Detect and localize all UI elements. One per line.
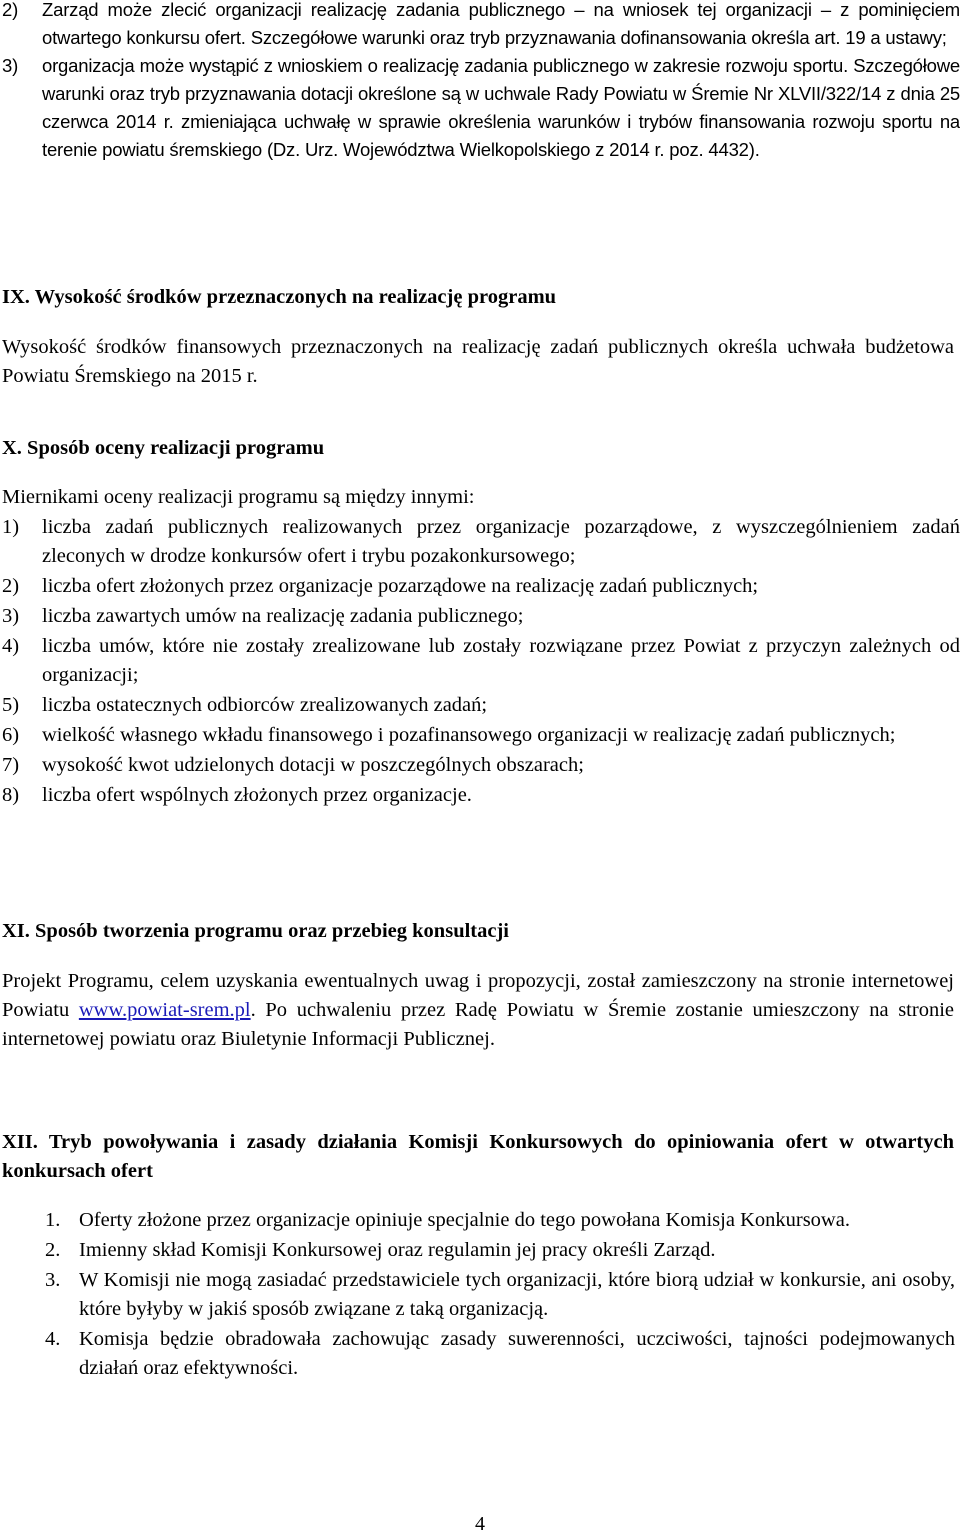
- list-number: 2.: [45, 1239, 61, 1261]
- section-body: [0, 967, 954, 1054]
- list-text: liczba zadań publicznych realizowanych przez organizacje pozarządowe, z wyszczególnieniem zadań zleconych w drodze konkursów ofert i trybu pozakonkursowego;: [42, 516, 960, 567]
- list-text: liczba ofert złożonych przez organizacje pozarządowe na realizację zadań publicznych;: [42, 575, 759, 597]
- list-item: [45, 1325, 955, 1383]
- list-text: Imienny skład Komisji Konkursowej oraz regulamin jej pracy określi Zarząd.: [79, 1239, 716, 1261]
- list-number: 7): [2, 754, 20, 776]
- list-number: 1): [2, 516, 20, 538]
- section-x: [0, 434, 960, 810]
- list-item: [2, 751, 960, 780]
- page-number: 4: [475, 1513, 485, 1535]
- website-link[interactable]: www.powiat-srem.pl: [78, 999, 251, 1021]
- list-number: 4.: [45, 1328, 61, 1350]
- list-item: [2, 781, 960, 810]
- list-item: [2, 691, 960, 720]
- list-item: [2, 0, 960, 52]
- list-number: 8): [2, 784, 20, 806]
- list-item: [2, 632, 960, 690]
- list-text: organizacja może wystąpić z wnioskiem o realizację zadania publicznego w zakresie rozwoju sportu. Szczegółowe warunki oraz tryb przyznawania dotacji określone są w uchwale Rady Powiatu w Śremie Nr XLVII/322/14 z dnia 25 czerwca 2014 r. zmieniająca uchwałę w sprawie określenia warunków i trybów finansowania rozwoju sportu na terenie powiatu śremskiego (Dz. Urz. Województwa Wielkopolskiego z 2014 r. poz. 4432).: [42, 55, 960, 160]
- list-text: wysokość kwot udzielonych dotacji w poszczególnych obszarach;: [42, 754, 584, 776]
- list-text: Oferty złożone przez organizacje opiniuje specjalnie do tego powołana Komisja Konkursowa.: [79, 1209, 850, 1231]
- list-item: [2, 721, 960, 750]
- list-text: Komisja będzie obradowała zachowując zasady suwerenności, uczciwości, tajności podejmowanych działań oraz efektywności.: [79, 1328, 955, 1379]
- list-number: 3): [2, 55, 19, 76]
- list-number: 3.: [45, 1269, 61, 1291]
- list-number: 2): [2, 0, 19, 20]
- list-number: 3): [2, 605, 20, 627]
- list-item: [2, 52, 960, 164]
- list-number: 2): [2, 575, 20, 597]
- section-heading: IX. Wysokość środków przeznaczonych na realizację programu: [2, 286, 557, 308]
- section-list: [45, 1206, 955, 1383]
- list-text: liczba ostatecznych odbiorców zrealizowanych zadań;: [42, 694, 488, 716]
- list-text: liczba ofert wspólnych złożonych przez organizacje.: [42, 784, 472, 806]
- list-item: [2, 572, 960, 601]
- list-text: wielkość własnego wkładu finansowego i pozafinansowego organizacji w realizację zadań publicznych;: [42, 724, 896, 746]
- list-text: W Komisji nie mogą zasiadać przedstawiciele tych organizacji, które biorą udział w konkursie, ani osoby, które byłyby w jakiś sposób związane z taką organizacją.: [79, 1269, 955, 1320]
- list-number: 4): [2, 635, 20, 657]
- body-text: Projekt Programu, celem uzyskania ewentualnych uwag i propozycji, został zamieszczony na stronie internetowej Powiatu: [2, 970, 954, 1021]
- list-number: 1.: [45, 1209, 61, 1231]
- list-item: [45, 1236, 955, 1265]
- section-xii: [0, 1128, 960, 1383]
- section-intro: Miernikami oceny realizacji programu są między innymi:: [2, 486, 475, 508]
- list-text: Zarząd może zlecić organizacji realizację zadania publicznego – na wniosek tej organizacji – z pominięciem otwartego konkursu ofert. Szczegółowe warunki oraz tryb przyznawania dofinansowania określa art. 19 a ustawy;: [42, 0, 960, 48]
- section-heading: XI. Sposób tworzenia programu oraz przebieg konsultacji: [2, 920, 509, 942]
- list-item: [2, 602, 960, 631]
- list-number: 6): [2, 724, 20, 746]
- section-xi: [0, 917, 960, 1054]
- section-body: Wysokość środków finansowych przeznaczonych na realizację zadań publicznych określa uchwała budżetowa Powiatu Śremskiego na 2015 r.: [2, 336, 954, 387]
- list-item: [45, 1266, 955, 1324]
- section-list: [2, 513, 960, 810]
- top-list: [0, 0, 960, 164]
- list-number: 5): [2, 694, 20, 716]
- list-text: liczba zawartych umów na realizację zadania publicznego;: [42, 605, 524, 627]
- list-item: [2, 513, 960, 571]
- section-heading: X. Sposób oceny realizacji programu: [2, 437, 325, 459]
- section-ix: [0, 283, 960, 391]
- body-text: . Po uchwaleniu przez Radę Powiatu w Śremie zostanie umieszczony na stronie internetowej powiatu oraz Biuletynie Informacji Publicznej.: [2, 999, 954, 1050]
- list-item: [45, 1206, 955, 1235]
- list-text: liczba umów, które nie zostały zrealizowane lub zostały rozwiązane przez Powiat z przyczyn zależnych od organizacji;: [42, 635, 960, 686]
- section-heading: XII. Tryb powoływania i zasady działania Komisji Konkursowych do opiniowania ofert w otwartych konkursach ofert: [2, 1131, 954, 1182]
